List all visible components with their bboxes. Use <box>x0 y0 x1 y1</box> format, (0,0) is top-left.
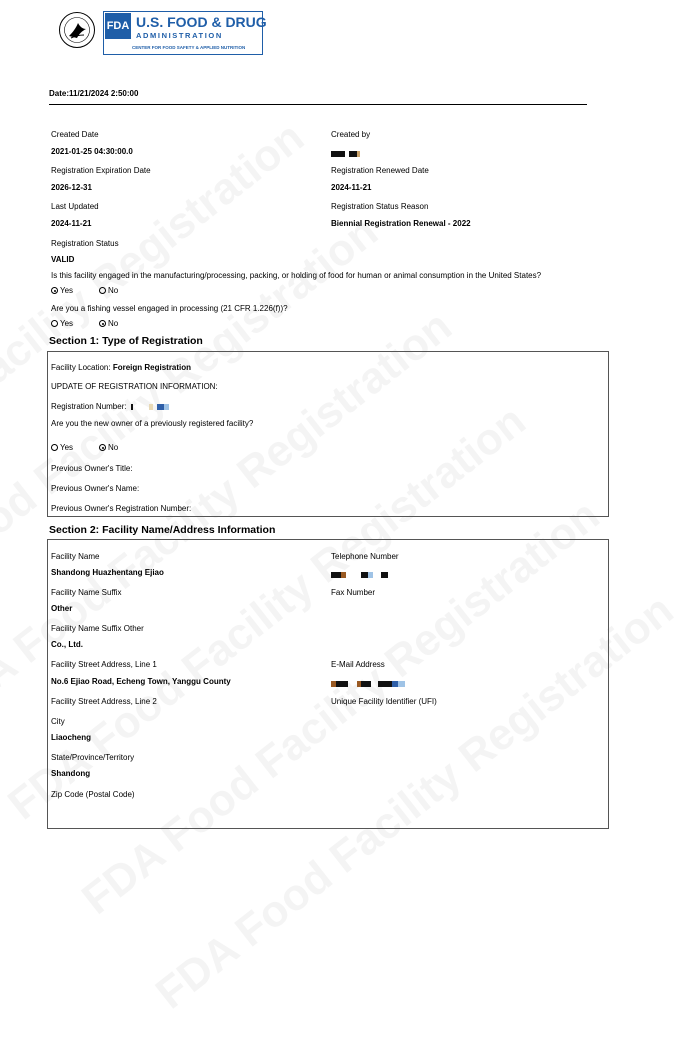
reg-exp-value: 2026-12-31 <box>51 183 92 192</box>
new-owner-no[interactable] <box>99 443 118 452</box>
fishing-vessel-no-label: No <box>108 319 119 328</box>
hhs-seal <box>58 11 96 49</box>
created-date-value: 2021-01-25 04:30:00.0 <box>51 147 133 156</box>
created-by-redacted <box>331 149 360 158</box>
street2-label: Facility Street Address, Line 2 <box>51 697 157 706</box>
reg-renewed-value: 2024-11-21 <box>331 183 372 192</box>
prev-owner-title: Previous Owner's Title: <box>51 464 133 473</box>
phone-redacted <box>331 570 388 579</box>
suffix-other-label: Facility Name Suffix Other <box>51 624 144 633</box>
report-date: Date:11/21/2024 2:50:00 <box>49 89 139 98</box>
fda-agency-name: U.S. FOOD & DRUG <box>136 14 267 30</box>
email-redacted <box>331 679 405 688</box>
radio-selected-icon[interactable] <box>51 287 58 294</box>
fda-center-name: CENTER FOR FOOD SAFETY & APPLIED NUTRITION <box>132 45 246 50</box>
email-label: E-Mail Address <box>331 660 385 669</box>
fishing-vessel-yes-label: Yes <box>60 319 74 328</box>
suffix-value: Other <box>51 604 73 613</box>
created-date-label: Created Date <box>51 130 99 139</box>
new-owner-yes[interactable] <box>51 443 73 452</box>
new-owner-question: Are you the new owner of a previously registered facility? <box>51 419 254 428</box>
registration-number-label: Registration Number: <box>51 402 127 411</box>
hhs-seal-icon <box>58 11 96 49</box>
facility-name-value: Shandong Huazhentang Ejiao <box>51 568 164 577</box>
new-owner-yes-label: Yes <box>60 443 74 452</box>
street1-label: Facility Street Address, Line 1 <box>51 660 157 669</box>
created-by-label: Created by <box>331 130 371 139</box>
header-rule <box>49 104 587 105</box>
section2-title: Section 2: Facility Name/Address Information <box>49 524 276 536</box>
facility-location-label: Facility Location: <box>51 363 113 372</box>
state-label: State/Province/Territory <box>51 753 135 762</box>
status-value: VALID <box>51 255 75 264</box>
registration-number-redacted <box>131 404 133 410</box>
food-facility-yes[interactable] <box>51 286 73 295</box>
radio-empty-icon[interactable] <box>51 320 58 327</box>
phone-label: Telephone Number <box>331 552 399 561</box>
fishing-vessel-yes[interactable] <box>51 319 73 328</box>
zip-label: Zip Code (Postal Code) <box>51 790 135 799</box>
suffix-other-value: Co., Ltd. <box>51 640 83 649</box>
ufi-label: Unique Facility Identifier (UFI) <box>331 697 437 706</box>
last-updated-value: 2024-11-21 <box>51 219 92 228</box>
reg-renewed-label: Registration Renewed Date <box>331 166 429 175</box>
prev-owner-name: Previous Owner's Name: <box>51 484 140 493</box>
prev-owner-reg: Previous Owner's Registration Number: <box>51 504 192 513</box>
registration-number <box>51 402 169 411</box>
fda-agency-sub: ADMINISTRATION <box>136 31 223 40</box>
street1-value: No.6 Ejiao Road, Echeng Town, Yanggu County <box>51 677 231 686</box>
section1-title: Section 1: Type of Registration <box>49 335 203 347</box>
status-reason-label: Registration Status Reason <box>331 202 429 211</box>
city-label: City <box>51 717 65 726</box>
facility-name-label: Facility Name <box>51 552 100 561</box>
radio-empty-icon[interactable] <box>51 444 58 451</box>
reg-exp-label: Registration Expiration Date <box>51 166 151 175</box>
suffix-label: Facility Name Suffix <box>51 588 122 597</box>
new-owner-no-label: No <box>108 443 119 452</box>
city-value: Liaocheng <box>51 733 92 742</box>
fda-logo <box>103 11 267 55</box>
status-reason-value: Biennial Registration Renewal - 2022 <box>331 219 471 228</box>
food-facility-yes-label: Yes <box>60 286 74 295</box>
fax-label: Fax Number <box>331 588 376 597</box>
facility-location-value: Foreign Registration <box>112 363 192 372</box>
facility-location <box>51 363 191 372</box>
fda-logo-badge: FDA <box>105 13 131 39</box>
fishing-vessel-question: Are you a fishing vessel engaged in processing (21 CFR 1.226(f))? <box>51 304 288 313</box>
food-facility-no-label: No <box>108 286 119 295</box>
food-facility-no[interactable] <box>99 286 118 295</box>
radio-selected-icon[interactable] <box>99 320 106 327</box>
fishing-vessel-no[interactable] <box>99 319 118 328</box>
radio-selected-icon[interactable] <box>99 444 106 451</box>
food-facility-question: Is this facility engaged in the manufacturing/processing, packing, or holding of food for human or animal consumption in the United States? <box>51 271 542 280</box>
update-heading: UPDATE OF REGISTRATION INFORMATION: <box>51 382 218 391</box>
last-updated-label: Last Updated <box>51 202 99 211</box>
radio-empty-icon[interactable] <box>99 287 106 294</box>
status-label: Registration Status <box>51 239 119 248</box>
state-value: Shandong <box>51 769 91 778</box>
